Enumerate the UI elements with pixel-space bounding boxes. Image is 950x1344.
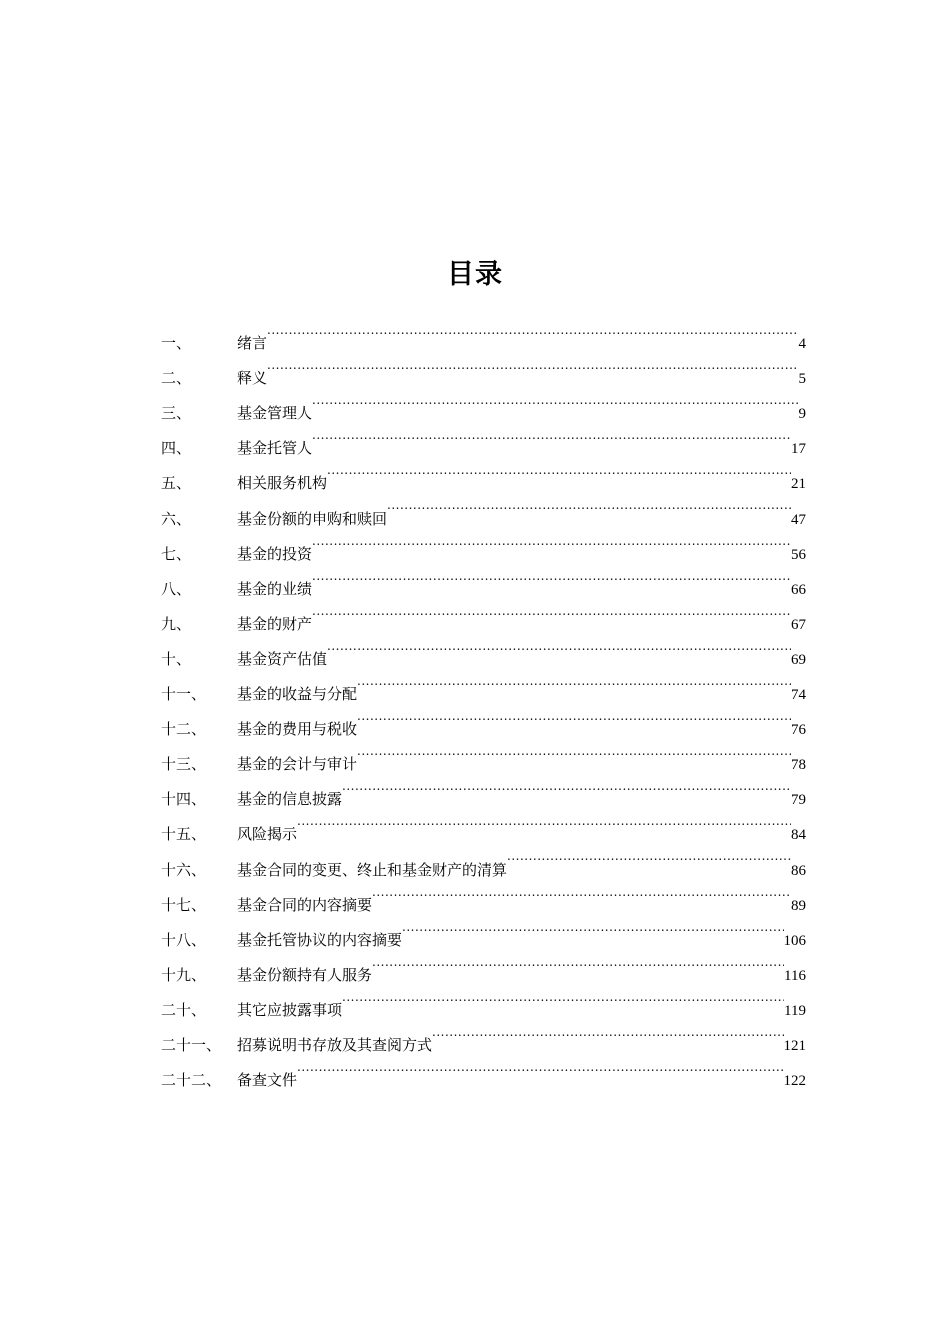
toc-dot-leader [327, 629, 791, 664]
toc-entry-number: 七、 [161, 544, 192, 563]
toc-entry-title: 基金份额持有人服务 [237, 965, 373, 984]
toc-entry-page-number: 4 [798, 336, 806, 353]
toc-dot-leader [357, 664, 791, 699]
toc-entry-title: 基金的投资 [237, 544, 313, 563]
toc-entry-page-number: 79 [791, 792, 806, 809]
toc-entry-page-number: 66 [791, 581, 806, 598]
toc-dot-leader [507, 839, 791, 874]
toc-entry-page-number: 74 [791, 687, 806, 704]
toc-entry-title: 基金合同的变更、终止和基金财产的清算 [237, 860, 508, 879]
toc-dot-leader [372, 945, 784, 980]
toc-entry-title: 基金的业绩 [237, 579, 313, 598]
toc-entry-title: 其它应披露事项 [237, 1000, 343, 1019]
toc-entry-page-number: 76 [791, 722, 806, 739]
toc-dot-leader [357, 699, 791, 734]
toc-dot-leader [267, 313, 798, 348]
toc-entry-number: 十四、 [161, 790, 207, 809]
toc-entry-number: 二十、 [161, 1000, 207, 1019]
toc-entry-number: 二、 [161, 369, 192, 388]
toc-entry-title: 风险揭示 [237, 825, 298, 844]
toc-entry-page-number: 47 [791, 511, 806, 528]
toc-entry-title: 基金托管协议的内容摘要 [237, 930, 403, 949]
toc-dot-leader [342, 769, 791, 804]
toc-entry-number: 二十一、 [161, 1035, 222, 1054]
toc-entry-title: 释义 [237, 369, 268, 388]
toc-entry-number: 十九、 [161, 965, 207, 984]
toc-dot-leader [342, 980, 784, 1015]
toc-entry-page-number: 17 [791, 441, 806, 458]
toc-entry-number: 十五、 [161, 825, 207, 844]
toc-dot-leader [312, 524, 791, 559]
toc-dot-leader [312, 383, 798, 418]
toc-entry-page-number: 122 [783, 1073, 806, 1090]
toc-entry-number: 十一、 [161, 685, 207, 704]
toc-entry-title: 绪言 [237, 334, 268, 353]
toc-entry-page-number: 21 [791, 476, 806, 493]
toc-entry-number: 十三、 [161, 755, 207, 774]
toc-dot-leader [387, 488, 791, 523]
toc-dot-leader [297, 804, 791, 839]
toc-entry-page-number: 86 [791, 862, 806, 879]
toc-dot-leader [432, 1015, 783, 1050]
toc-entry-page-number: 116 [784, 967, 806, 984]
toc-entry-number: 一、 [161, 334, 192, 353]
toc-dot-leader [297, 1050, 783, 1085]
toc-dot-leader [327, 453, 791, 488]
toc-entry-page-number: 89 [791, 897, 806, 914]
toc-dot-leader [357, 734, 791, 769]
toc-entry-number: 五、 [161, 474, 192, 493]
toc-entry-number: 十八、 [161, 930, 207, 949]
toc-entry-page-number: 67 [791, 616, 806, 633]
toc-entry-title: 基金的信息披露 [237, 790, 343, 809]
toc-dot-leader [267, 348, 798, 383]
toc-entry-number: 四、 [161, 439, 192, 458]
toc-entry-number: 八、 [161, 579, 192, 598]
toc-entry-page-number: 84 [791, 827, 806, 844]
toc-entry[interactable] [161, 313, 806, 353]
toc-entry-title: 基金托管人 [237, 439, 313, 458]
toc-entry-page-number: 56 [791, 546, 806, 563]
toc-entry-page-number: 69 [791, 651, 806, 668]
toc-entry-title: 基金的收益与分配 [237, 685, 358, 704]
toc-entry-number: 九、 [161, 614, 192, 633]
toc-entry-title: 基金份额的申购和赎回 [237, 509, 388, 528]
toc-entry-title: 基金资产估值 [237, 649, 328, 668]
page-title: 目录 [447, 259, 503, 290]
toc-dot-leader [402, 910, 783, 945]
toc-entry-page-number: 9 [798, 406, 806, 423]
toc-entry-title: 招募说明书存放及其查阅方式 [237, 1035, 433, 1054]
toc-entry-number: 十、 [161, 649, 192, 668]
toc-entry-page-number: 5 [798, 371, 806, 388]
toc-entry-page-number: 78 [791, 757, 806, 774]
toc-entry-number: 三、 [161, 404, 192, 423]
toc-dot-leader [312, 594, 791, 629]
toc-entry-title: 基金管理人 [237, 404, 313, 423]
toc-entry-title: 相关服务机构 [237, 474, 328, 493]
toc-dot-leader [312, 418, 791, 453]
toc-entry-title: 基金的会计与审计 [237, 755, 358, 774]
toc-entry-page-number: 106 [783, 932, 806, 949]
toc-entry-title: 基金的费用与税收 [237, 720, 358, 739]
toc-entry-title: 基金的财产 [237, 614, 313, 633]
toc-entry-number: 十二、 [161, 720, 207, 739]
toc-entry-title: 基金合同的内容摘要 [237, 895, 373, 914]
toc-entry-title: 备查文件 [237, 1071, 298, 1090]
toc-entry-number: 十七、 [161, 895, 207, 914]
toc-entry-number: 二十二、 [161, 1071, 222, 1090]
toc-dot-leader [312, 559, 791, 594]
toc-entry-page-number: 121 [783, 1037, 806, 1054]
toc-dot-leader [372, 875, 791, 910]
table-of-contents [161, 313, 806, 1090]
toc-entry-page-number: 119 [784, 1002, 806, 1019]
toc-entry-number: 六、 [161, 509, 192, 528]
toc-entry-number: 十六、 [161, 860, 207, 879]
